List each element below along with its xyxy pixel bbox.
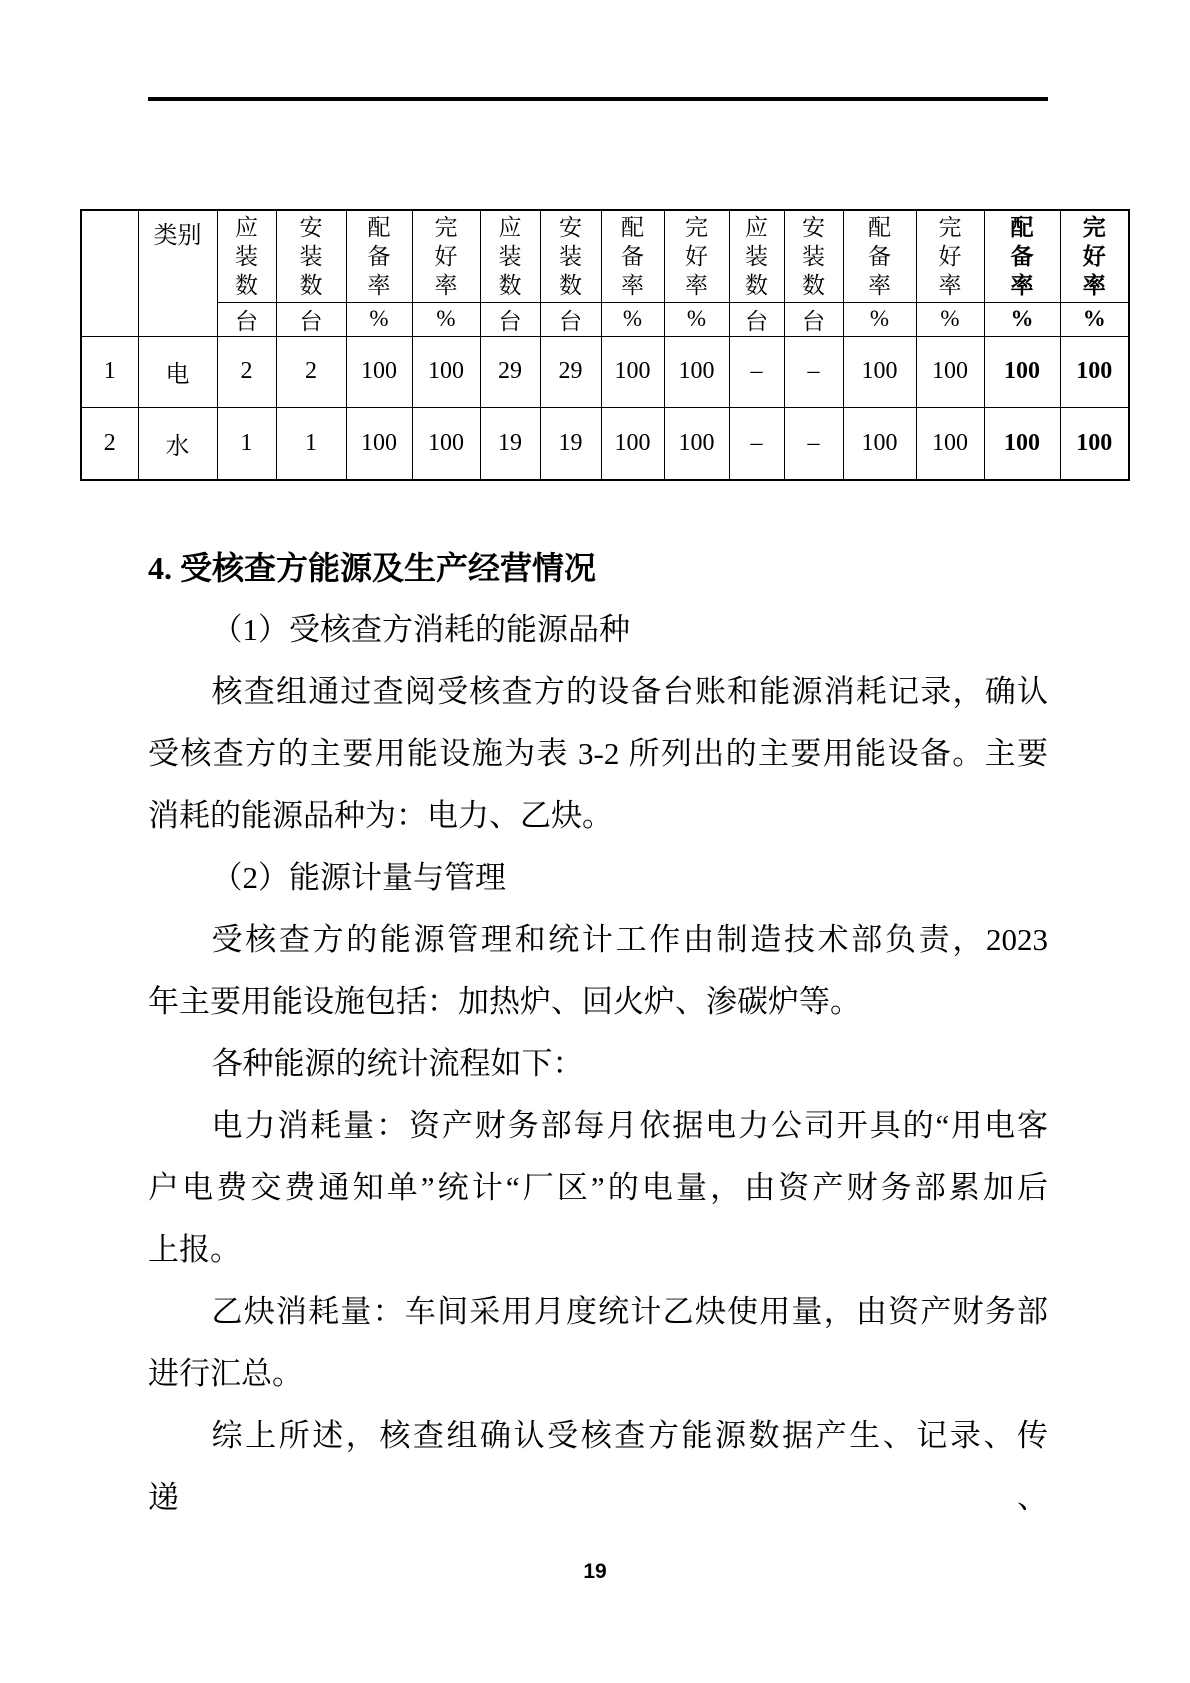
table-header-col-12	[916, 210, 984, 302]
header-divider-rule	[148, 97, 1048, 101]
table-cell: 100	[601, 407, 664, 480]
unit-cell: %	[412, 302, 480, 336]
header-label: 应装数	[498, 214, 522, 298]
table-cell: 1	[217, 407, 276, 480]
body-line: 综上所述，核查组确认受核查方能源数据产生、记录、传递、	[148, 1418, 1048, 1515]
table-header-col-8	[664, 210, 729, 302]
table-cell: 29	[480, 336, 540, 407]
row-category: 水	[138, 407, 217, 480]
body-line: （1）受核查方消耗的能源品种	[211, 612, 631, 647]
table-corner-cell	[81, 210, 138, 336]
body-line: 核查组通过查阅受核查方的设备台账和能源消耗记录，确认	[211, 674, 1048, 709]
table-cell: 2	[217, 336, 276, 407]
table-header-col-9	[729, 210, 784, 302]
body-line: 电力消耗量：资产财务部每月依据电力公司开具的“用电客	[211, 1108, 1048, 1143]
table-header-col-3	[346, 210, 412, 302]
table-header-col-6	[540, 210, 601, 302]
header-label: 安装数	[558, 214, 582, 298]
table-header-col-7	[601, 210, 664, 302]
body-line: 年主要用能设施包括：加热炉、回火炉、渗碳炉等。	[148, 984, 861, 1019]
table-cell: –	[729, 407, 784, 480]
header-label: 完好率	[434, 214, 458, 298]
row-number: 1	[81, 336, 138, 407]
body-line: 各种能源的统计流程如下：	[211, 1046, 584, 1081]
row-category: 电	[138, 336, 217, 407]
unit-cell: 台	[784, 302, 843, 336]
body-line: 受核查方的主要用能设施为表 3-2 所列出的主要用能设备。主要	[148, 736, 1048, 771]
header-label: 配备率	[1010, 214, 1034, 298]
table-cell: 100	[346, 336, 412, 407]
header-label: 完好率	[938, 214, 962, 298]
table-cell: 2	[276, 336, 346, 407]
meter-equipment-table	[80, 209, 1130, 481]
unit-cell-total: %	[984, 302, 1060, 336]
unit-cell: 台	[729, 302, 784, 336]
header-label: 配备率	[867, 214, 891, 298]
table-header-col-14-total	[1060, 210, 1129, 302]
header-label: 应装数	[744, 214, 768, 298]
table-cell-total: 100	[984, 407, 1060, 480]
table-cell: 100	[916, 336, 984, 407]
unit-cell: 台	[276, 302, 346, 336]
body-line: 进行汇总。	[148, 1356, 303, 1391]
unit-cell: %	[346, 302, 412, 336]
table-cell: –	[729, 336, 784, 407]
table-cell: 100	[412, 336, 480, 407]
unit-cell: %	[843, 302, 916, 336]
body-line: 消耗的能源品种为：电力、乙炔。	[148, 798, 613, 833]
unit-cell: %	[664, 302, 729, 336]
table-header-col-4	[412, 210, 480, 302]
table-cell: –	[784, 336, 843, 407]
table-cell-total: 100	[1060, 336, 1129, 407]
table-cell: 100	[843, 407, 916, 480]
section-heading: 4. 受核查方能源及生产经营情况	[148, 550, 597, 586]
table-cell: 100	[346, 407, 412, 480]
header-label: 完好率	[684, 214, 708, 298]
unit-cell: 台	[480, 302, 540, 336]
table-cell: 19	[540, 407, 601, 480]
body-line: 上报。	[148, 1232, 241, 1267]
table-cell: 29	[540, 336, 601, 407]
table-header-category: 类别	[138, 210, 217, 336]
table-cell: 100	[412, 407, 480, 480]
table-header-col-1	[217, 210, 276, 302]
table-cell: 100	[601, 336, 664, 407]
table-row	[81, 407, 1129, 480]
header-label: 配备率	[620, 214, 644, 298]
header-label: 配备率	[367, 214, 391, 298]
page-number: 19	[583, 1560, 607, 1583]
table-cell: –	[784, 407, 843, 480]
header-label: 安装数	[801, 214, 825, 298]
body-line: 户电费交费通知单”统计“厂区”的电量，由资产财务部累加后	[148, 1170, 1048, 1205]
body-line: 乙炔消耗量：车间采用月度统计乙炔使用量，由资产财务部	[211, 1294, 1048, 1329]
table-header-col-2	[276, 210, 346, 302]
table-cell: 100	[664, 336, 729, 407]
table-cell: 19	[480, 407, 540, 480]
table-cell-total: 100	[1060, 407, 1129, 480]
unit-cell: %	[601, 302, 664, 336]
table-header-col-5	[480, 210, 540, 302]
table-cell: 100	[843, 336, 916, 407]
table-cell-total: 100	[984, 336, 1060, 407]
body-line: （2）能源计量与管理	[211, 860, 507, 895]
header-label: 应装数	[234, 214, 258, 298]
unit-cell-total: %	[1060, 302, 1129, 336]
body-text	[148, 537, 1048, 1515]
table-cell: 100	[664, 407, 729, 480]
body-line: 受核查方的能源管理和统计工作由制造技术部负责，2023	[211, 922, 1048, 957]
header-label: 安装数	[299, 214, 323, 298]
table-cell: 1	[276, 407, 346, 480]
row-number: 2	[81, 407, 138, 480]
table-header-col-11	[843, 210, 916, 302]
table-header-col-13-total	[984, 210, 1060, 302]
unit-cell: 台	[540, 302, 601, 336]
table-header-col-10	[784, 210, 843, 302]
table-row	[81, 336, 1129, 407]
unit-cell: 台	[217, 302, 276, 336]
unit-cell: %	[916, 302, 984, 336]
header-label: 完好率	[1082, 214, 1106, 298]
table-cell: 100	[916, 407, 984, 480]
